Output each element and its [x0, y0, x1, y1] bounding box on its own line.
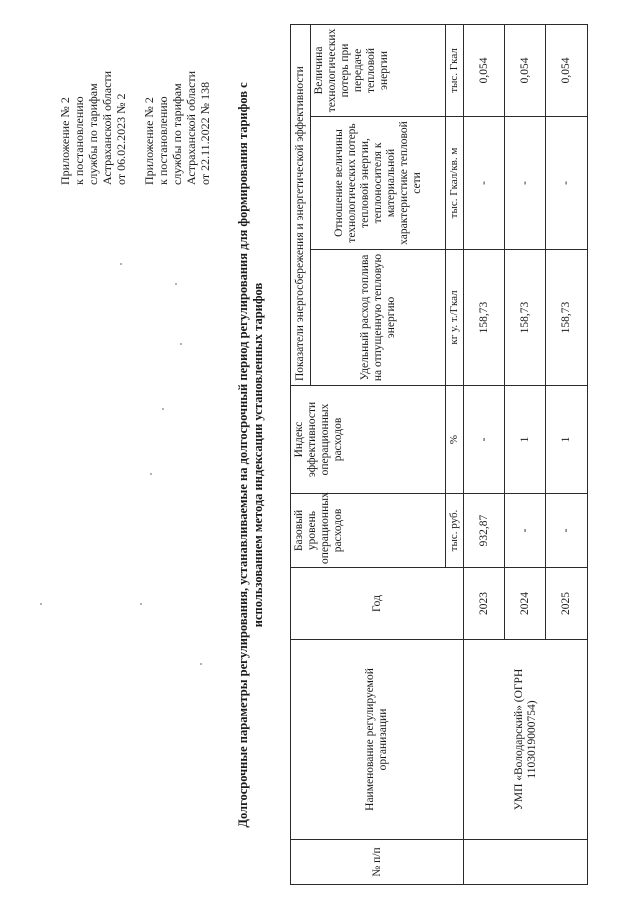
header-index: Индекс эффективности операционных расходов: [291, 386, 446, 494]
index-cell: -: [464, 386, 505, 494]
annex-current-note: [58, 71, 128, 185]
title-line-1: Долгосрочные параметры регулирования, устанавливаемые на долгосрочный период регулирования для формирования тарифов с: [236, 82, 250, 828]
year-cell: 2024: [505, 568, 546, 640]
unit-fuel: кг у. т./Гкал: [446, 250, 464, 386]
annex-line: Астраханской области: [184, 70, 198, 185]
ratio-cell: -: [464, 117, 505, 250]
scan-speck: [40, 603, 42, 605]
index-cell: 1: [546, 386, 588, 494]
unit-ratio: тыс. Гкал/кв. м: [446, 117, 464, 250]
header-base-level: Базовый уровень операционных расходов: [291, 494, 446, 568]
unit-losses: тыс. Гкал: [446, 24, 464, 116]
annex-line: к постановлению: [156, 96, 170, 185]
index-cell: 1: [505, 386, 546, 494]
fuel-cell: 158,73: [464, 250, 505, 386]
header-num: № п/п: [291, 840, 464, 885]
table-row: [464, 24, 505, 884]
year-cell: 2023: [464, 568, 505, 640]
annex-original-note: [142, 71, 212, 185]
ratio-cell: -: [505, 117, 546, 250]
annex-line: службы по тарифам: [86, 83, 100, 185]
fuel-cell: 158,73: [505, 250, 546, 386]
header-org: Наименование регулируемой организации: [291, 640, 464, 840]
header-losses: Величина технологических потерь при передаче тепловой энергии: [311, 24, 446, 116]
annex-line: Приложение № 2: [58, 97, 72, 185]
annex-line: Астраханской области: [100, 70, 114, 185]
fuel-cell: 158,73: [546, 250, 588, 386]
org-name-cell: УМП «Володарский» (ОГРН 1103019000754): [464, 640, 588, 840]
annex-line: от 22.11.2022 № 138: [198, 81, 212, 185]
document-title: [236, 25, 266, 885]
header-ratio: Отношение величины технологических потерь тепловой энергии, теплоносителя к материальной характеристике тепловой сети: [311, 117, 446, 250]
scan-speck: [175, 283, 177, 285]
annex-line: к постановлению: [72, 96, 86, 185]
parameters-table: [290, 24, 588, 885]
scan-speck: [140, 603, 142, 605]
annex-line: Приложение № 2: [142, 97, 156, 185]
ratio-cell: -: [546, 117, 588, 250]
base-level-cell: -: [546, 494, 588, 568]
scan-speck: [200, 663, 202, 665]
unit-index: %: [446, 386, 464, 494]
row-num-cell: [464, 840, 588, 885]
losses-cell: 0,054: [546, 24, 588, 116]
unit-base-level: тыс. руб.: [446, 494, 464, 568]
scan-speck: [120, 263, 122, 265]
annex-line: службы по тарифам: [170, 83, 184, 185]
annex-line: от 06.02.2023 № 2: [114, 93, 128, 185]
scan-speck: [150, 473, 152, 475]
base-level-cell: 932,87: [464, 494, 505, 568]
title-line-2: использованием метода индексации установленных тарифов: [251, 282, 265, 628]
header-year: Год: [291, 568, 464, 640]
header-energy-group: Показатели энергосбережения и энергетической эффективности: [291, 24, 311, 385]
header-fuel: Удельный расход топлива на отпущенную тепловую энергию: [311, 250, 446, 386]
scan-speck: [180, 343, 182, 345]
scan-speck: [162, 408, 164, 410]
base-level-cell: -: [505, 494, 546, 568]
losses-cell: 0,054: [464, 24, 505, 116]
year-cell: 2025: [546, 568, 588, 640]
losses-cell: 0,054: [505, 24, 546, 116]
